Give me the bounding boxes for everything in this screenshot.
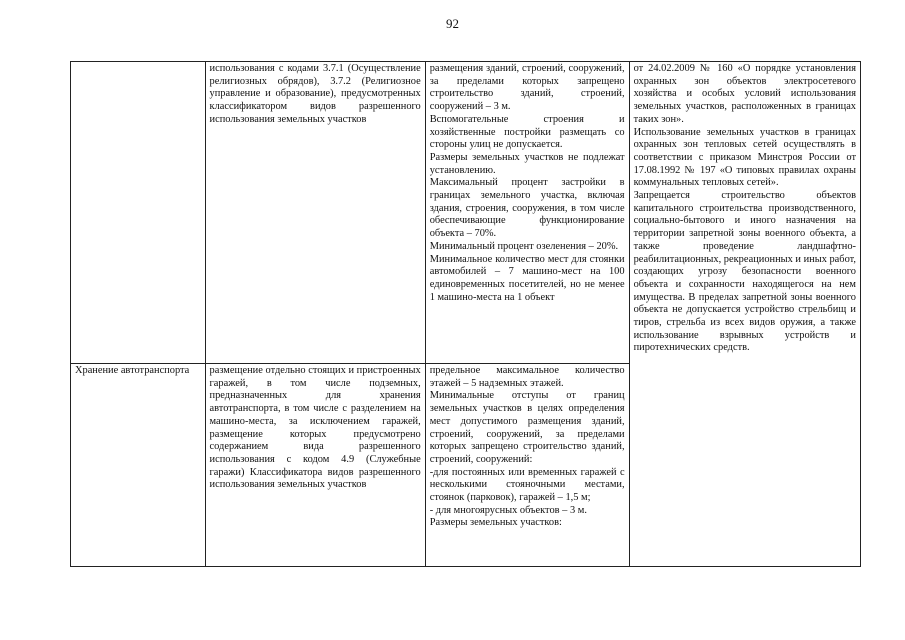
construction-parameters-cell: [425, 62, 629, 364]
permitted-use-description-cell: размещение отдельно стоящих и пристроенных гаражей, в том числе подземных, предназначенных для хранения автотранспорта, в том числе с разделением на машино-места, за исключением гаражей, размещение которых предусмотрено содержанием вида разрешенного использования с кодом 4.9 (Служебные гаражи) Классификатора видов разрешенного использования земельных участков: [205, 364, 425, 567]
parameter-paragraph: Минимальные отступы от границ земельных участков в целях определения мест допустимого размещения зданий, строений, сооружений, за пределами которых запрещено строительство зданий, строений, сооружений:: [429, 390, 625, 465]
table-row: [71, 62, 861, 364]
parameter-paragraph: размещения зданий, строений, сооружений, за пределами которых запрещено строительство зданий, строений, сооружений – 3 м.: [429, 63, 625, 113]
parameter-paragraph: предельное максимальное количество этажей – 5 надземных этажей.: [429, 365, 625, 389]
parameter-paragraph: Размеры земельных участков:: [429, 517, 562, 529]
parameter-paragraph: Размеры земельных участков не подлежат установлению.: [429, 151, 625, 176]
restriction-paragraph: Использование земельных участков в границах охранных зон тепловых сетей осуществлять в соответствии с приказом Минстроя России от 17.08.1992 № 197 «О типовых правилах охраны коммунальных тепловых сетей».: [633, 126, 856, 189]
permitted-use-name-cell: Хранение автотранспорта: [71, 364, 206, 567]
permitted-use-name-cell: [71, 62, 206, 364]
zoning-regulations-table: [70, 61, 861, 567]
restriction-paragraph: от 24.02.2009 № 160 «О порядке установления охранных зон объектов электросетевого хозяйства и особых условий использования земельных участков, расположенных в границах таких зон».: [633, 63, 856, 125]
parameter-paragraph: -для постоянных или временных гаражей с несколькими стояночными местами, стоянок (парковок), гаражей – 1,5 м;: [429, 466, 625, 504]
parameter-paragraph: Минимальное количество мест для стоянки автомобилей – 7 машино-мест на 100 единовременных посетителей, но не менее 1 машино-места на 1 объект: [429, 253, 625, 303]
parameter-paragraph: - для многоярусных объектов – 3 м.: [429, 504, 587, 516]
page-number: 92: [446, 16, 459, 31]
restrictions-cell: [629, 62, 860, 567]
parameter-paragraph: Минимальный процент озеленения – 20%.: [429, 240, 619, 252]
restriction-paragraph: Запрещается строительство объектов капитального строительства производственного, социально-бытового и иного назначения на территории запретной зоны военного объекта, а также проведение ландшафтно-реабилитационных, рекреационных и иных работ, создающих угрозу безопасности военного объекта и сохранности находящегося на нем имущества. В пределах запретной зоны военного объекта не допускается устройство стрельбищ и тиров, стрельба из всех видов оружия, а также использование взрывных устройств и пиротехнических средств.: [633, 190, 856, 354]
parameter-paragraph: Максимальный процент застройки в границах земельного участка, включая здания, строения, сооружения, в том числе обеспечивающие функционирование объекта – 70%.: [429, 177, 625, 240]
parameter-paragraph: Вспомогательные строения и хозяйственные постройки размещать со стороны улиц не допускается.: [429, 113, 625, 151]
permitted-use-description-cell: использования с кодами 3.7.1 (Осуществление религиозных обрядов), 3.7.2 (Религиозное управление и образование), предусмотренных классификатором видов разрешенного использования земельных участков: [205, 62, 425, 364]
construction-parameters-cell: [425, 364, 629, 567]
